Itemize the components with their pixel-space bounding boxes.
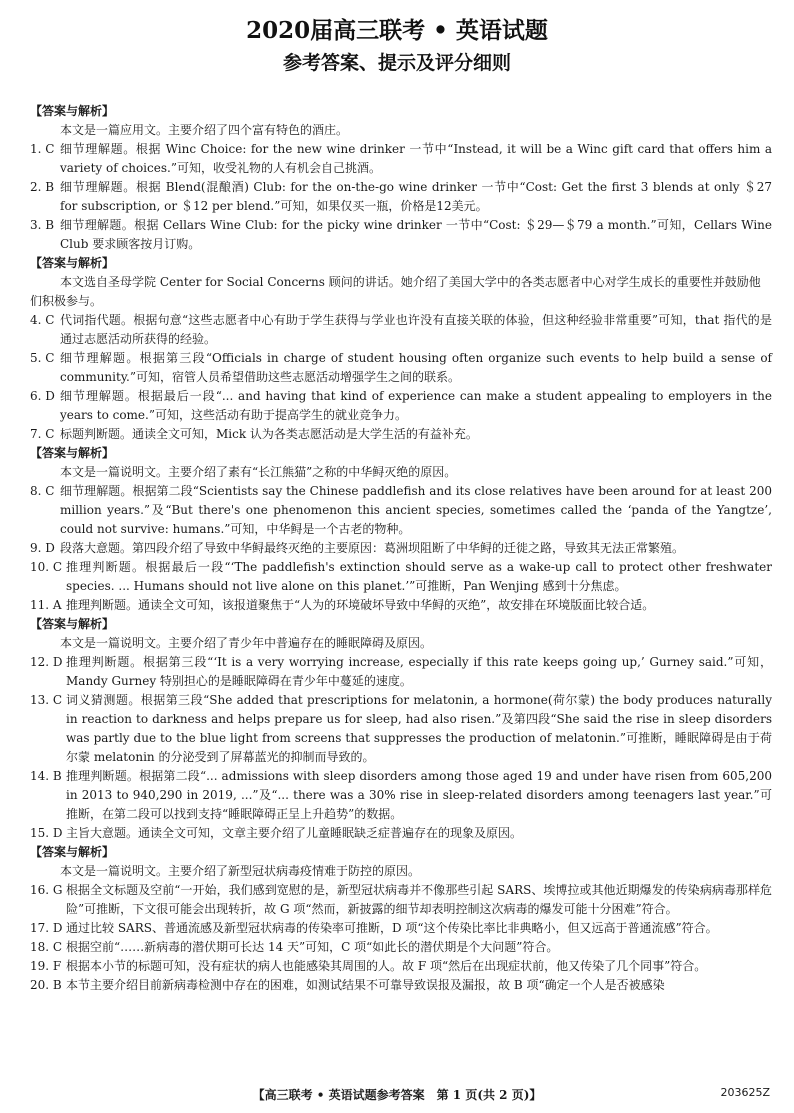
- answer-number: 19. F: [30, 959, 62, 973]
- answer-explanation: 推理判断题。根据第三段“‘It is a very worrying increase, especially if this rate keeps going up,’ Gurney said.”可知，Mandy Gurney 特别担心的是睡眠障碍在青少年中蔓延的速度。: [66, 655, 772, 688]
- answer-explanation: 细节理解题。根据 Cellars Wine Club: for the picky wine drinker 一节中“Cost: ＄29—＄79 a month.”可知，Cellars Wine Club 要求顾客按月订购。: [60, 218, 772, 251]
- answer-number: 7. C: [30, 427, 55, 441]
- section-intro: 本文是一篇应用文。主要介绍了四个富有特色的酒庄。: [60, 123, 349, 137]
- answer-number: 5. C: [30, 351, 55, 365]
- answer-section: [30, 102, 772, 254]
- section-intro: 本文是一篇说明文。主要介绍了素有“长江熊猫”之称的中华鲟灭绝的原因。: [60, 465, 457, 479]
- answer-number: 11. A: [30, 598, 62, 612]
- footer-doc-code: 203625Z: [720, 1086, 770, 1099]
- section-intro: 本文是一篇说明文。主要介绍了新型冠状病毒疫情难于防控的原因。: [60, 864, 421, 878]
- answer-item: [30, 767, 772, 824]
- answer-item: [30, 387, 772, 425]
- answer-number: 12. D: [30, 655, 63, 669]
- answer-explanation: 推理判断题。通读全文可知，该报道聚焦于“人为的环境破坏导致中华鲟的灭绝”，故安排在环境版面比较合适。: [66, 598, 655, 612]
- answer-number: 9. D: [30, 541, 55, 555]
- section-intro: 本文选自圣母学院 Center for Social Concerns 顾问的讲话。她介绍了美国大学中的各类志愿者中心对学生成长的重要性并鼓励他们积极参与。: [30, 275, 761, 308]
- answer-explanation: 细节理解题。根据最后一段“... and having that kind of experience can make a student appealing to employers in the years to come.”可知，这些活动有助于提高学生的就业竞争力。: [60, 389, 772, 422]
- answer-explanation: 主旨大意题。通读全文可知，文章主要介绍了儿童睡眠缺乏症普遍存在的现象及原因。: [66, 826, 523, 840]
- section-heading: 【答案与解析】: [30, 104, 115, 118]
- answer-item: [30, 349, 772, 387]
- answer-explanation: 细节理解题。根据第三段“Officials in charge of student housing often organize such events to help build a sense of community.”可知，宿管人员希望借助这些志愿活动增强学生之间的联系。: [60, 351, 772, 384]
- answer-explanation: 细节理解题。根据第二段“Scientists say the Chinese paddlefish and its close relatives have been around for at least 200 million years.”及“But there's one phenomenon this ancient species, sometimes called the ‘panda of the Yangtze’, could not survive: humans.”可知，中华鲟是一个古老的物种。: [60, 484, 772, 536]
- answer-item: [30, 957, 772, 976]
- answer-item: [30, 482, 772, 539]
- answer-number: 10. C: [30, 560, 63, 574]
- answer-number: 8. C: [30, 484, 55, 498]
- answer-number: 20. B: [30, 978, 62, 992]
- answer-explanation: 标题判断题。通读全文可知，Mick 认为各类志愿活动是大学生活的有益补充。: [60, 427, 478, 441]
- answer-explanation: 根据全文标题及空前“一开始，我们感到宽慰的是，新型冠状病毒并不像那些引起 SARS、埃博拉或其他近期爆发的传染病病毒那样危险”可推断，下文很可能会出现转折，故 G 项“然而，新披露的细节却表明控制这次病毒的爆发可能十分困难”符合。: [66, 883, 772, 916]
- answer-item: [30, 596, 772, 615]
- section-heading: 【答案与解析】: [30, 617, 115, 631]
- answer-number: 16. G: [30, 883, 63, 897]
- answer-explanation: 细节理解题。根据 Winc Choice: for the new wine drinker 一节中“Instead, it will be a Winc gift card that offers him a variety of choices.”可知，收受礼物的人有机会自己挑酒。: [60, 142, 772, 175]
- page-subtitle: 参考答案、提示及评分细则: [282, 52, 511, 74]
- answer-explanation: 推理判断题。根据最后一段“‘The paddlefish's extinction should serve as a wake-up call to protect other freshwater species. ... Humans should not live alone on this planet.’”可推断，Pan Wenjing 感到十分焦虑。: [66, 560, 772, 593]
- section-heading: 【答案与解析】: [30, 845, 115, 859]
- answer-explanation: 通过比较 SARS、普通流感及新型冠状病毒的传染率可推断，D 项“这个传染比率比非典略小，但又远高于普通流感”符合。: [66, 921, 718, 935]
- page-title: 2020届高三联考 • 英语试题: [246, 17, 548, 44]
- answer-item: [30, 178, 772, 216]
- page-footer: [0, 1086, 794, 1106]
- answer-item: [30, 539, 772, 558]
- answer-explanation: 细节理解题。根据 Blend(混酿酒) Club: for the on-the-go wine drinker 一节中“Cost: Get the first 3 blends at only ＄27 for subscription, or ＄12 per blend.”可知，如果仅买一瓶，价格是12美元。: [60, 180, 772, 213]
- answer-number: 6. D: [30, 389, 55, 403]
- answer-explanation: 本节主要介绍目前新病毒检测中存在的困难，如测试结果不可靠导致误报及漏报，故 B 项“确定一个人是否被感染: [66, 978, 665, 992]
- answer-section: [30, 843, 772, 995]
- answer-content: [30, 102, 772, 995]
- answer-item: [30, 691, 772, 767]
- answer-explanation: 代词指代题。根据句意“这些志愿者中心有助于学生获得与学业也许没有直接关联的体验，但这种经验非常重要”可知，that 指代的是通过志愿活动所获得的经验。: [60, 313, 772, 346]
- answer-item: [30, 938, 772, 957]
- answer-item: [30, 653, 772, 691]
- answer-item: [30, 311, 772, 349]
- answer-item: [30, 140, 772, 178]
- answer-explanation: 推理判断题。根据第二段“... admissions with sleep disorders among those aged 19 and under have risen from 605,200 in 2013 to 940,290 in 2019, ...”及“... there was a 30% rise in sleep-related disorders among teenagers last year.”可推断，在第二段可以找到支持“睡眠障碍正呈上升趋势”的数据。: [66, 769, 772, 821]
- answer-item: [30, 216, 772, 254]
- answer-item: [30, 425, 772, 444]
- section-heading: 【答案与解析】: [30, 256, 115, 270]
- answer-section: [30, 615, 772, 843]
- answer-explanation: 词义猜测题。根据第三段“She added that prescriptions for melatonin, a hormone(荷尔蒙) the body produces naturally in reaction to darkness and helps prepare us for sleep, had also risen.”及第四段“She said the rise in sleep disorders was partly due to the blue light from screens that suppresses the production of melatonin.”可推断，睡眠障碍是由于荷尔蒙 melatonin 的分泌受到了屏幕蓝光的抑制而导致的。: [66, 693, 772, 764]
- answer-item: [30, 558, 772, 596]
- answer-number: 13. C: [30, 693, 63, 707]
- answer-item: [30, 881, 772, 919]
- section-intro: 本文是一篇说明文。主要介绍了青少年中普遍存在的睡眠障碍及原因。: [60, 636, 433, 650]
- answer-explanation: 段落大意题。第四段介绍了导致中华鲟最终灭绝的主要原因：葛洲坝阻断了中华鲟的迁徙之路，导致其无法正常繁殖。: [60, 541, 685, 555]
- footer-page-info: 【高三联考 • 英语试题参考答案 第 1 页(共 2 页)】: [252, 1088, 542, 1102]
- answer-section: [30, 444, 772, 615]
- answer-number: 1. C: [30, 142, 55, 156]
- answer-number: 15. D: [30, 826, 63, 840]
- section-heading: 【答案与解析】: [30, 446, 115, 460]
- answer-number: 2. B: [30, 180, 55, 194]
- answer-number: 17. D: [30, 921, 63, 935]
- answer-explanation: 根据空前“……新病毒的潜伏期可长达 14 天”可知，C 项“如此长的潜伏期是个大问题”符合。: [66, 940, 559, 954]
- answer-number: 4. C: [30, 313, 55, 327]
- answer-explanation: 根据本小节的标题可知，没有症状的病人也能感染其周围的人。故 F 项“然后在出现症状前，他又传染了几个同事”符合。: [66, 959, 707, 973]
- answer-number: 3. B: [30, 218, 55, 232]
- answer-number: 18. C: [30, 940, 63, 954]
- answer-number: 14. B: [30, 769, 62, 783]
- answer-section: [30, 254, 772, 444]
- answer-item: [30, 919, 772, 938]
- answer-item: [30, 976, 772, 995]
- answer-item: [30, 824, 772, 843]
